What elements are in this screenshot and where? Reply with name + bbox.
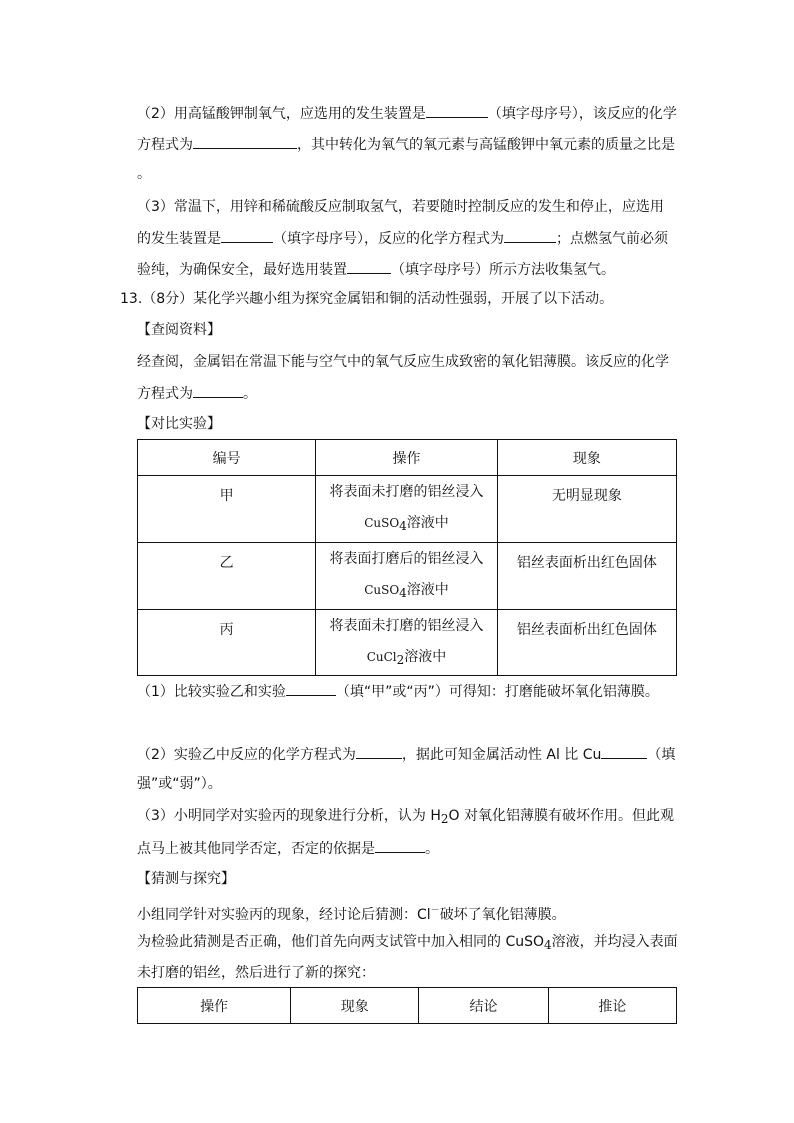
q13-part2-line1: （2）实验乙中反应的化学方程式为 ，据此可知金属活动性 Al 比 Cu （填 <box>137 744 675 765</box>
hypothesis-line: 小组同学针对实验丙的现象，经讨论后猜测：Cl－破坏了氧化铝薄膜。 <box>137 906 566 923</box>
q12-part2-line2: 方程式为 ，其中转化为氧气的氧元素与高锰酸钾中氧元素的质量之比是 <box>137 134 675 155</box>
table-cell-id: 丙 <box>138 610 316 676</box>
table-row <box>138 543 677 610</box>
answer-blank[interactable] <box>375 838 425 853</box>
answer-blank[interactable] <box>286 681 336 696</box>
table-header: 操作 <box>138 988 291 1024</box>
table-cell-operation: 将表面未打磨的铝丝浸入 CuSO$_4$溶液中 <box>316 476 497 543</box>
answer-blank[interactable] <box>347 259 391 274</box>
table-header: 推论 <box>548 988 676 1024</box>
q12-part2-line3: 。 <box>137 166 151 182</box>
q13-part3-line2: 点马上被其他同学否定，否定的依据是 。 <box>137 838 439 859</box>
q12-part2-line1: （2）用高锰酸钾制氧气，应选用的发生装置是 （填字母序号），该反应的化学 <box>137 103 677 124</box>
inquiry-table <box>137 987 677 1024</box>
table-header: 现象 <box>497 440 676 476</box>
table-cell-operation: 将表面未打磨的铝丝浸入 CuCl$_2$溶液中 <box>316 610 497 676</box>
answer-blank[interactable] <box>193 383 243 398</box>
verify-line1: 为检验此猜测是否正确，他们首先向两支试管中加入相同的 CuSO$_4$溶液，并均浸入表面 <box>137 934 678 952</box>
section-title-reference: 【查阅资料】 <box>137 322 221 338</box>
section-title-comparison: 【对比实验】 <box>137 416 221 432</box>
table-cell-result: 铝丝表面析出红色固体 <box>497 543 676 610</box>
table-cell-result: 铝丝表面析出红色固体 <box>497 610 676 676</box>
q12-part3-line2: 的发生装置是 （填字母序号），反应的化学方程式为 ；点燃氢气前必须 <box>137 228 668 249</box>
answer-blank[interactable] <box>356 744 402 759</box>
verify-line2: 未打磨的铝丝，然后进行了新的探究： <box>137 965 375 981</box>
q12-part3-line1: （3）常温下，用锌和稀硫酸反应制取氢气，若要随时控制反应的发生和停止，应选用 <box>137 199 664 215</box>
table-cell-id: 乙 <box>138 543 316 610</box>
q13-part1: （1）比较实验乙和实验 （填“甲”或“丙”）可得知：打磨能破坏氧化铝薄膜。 <box>137 681 659 702</box>
table-cell-result: 无明显现象 <box>497 476 676 543</box>
table-header: 现象 <box>291 988 419 1024</box>
table-row <box>138 476 677 543</box>
answer-blank[interactable] <box>426 103 488 118</box>
comparison-table <box>137 439 677 676</box>
table-cell-id: 甲 <box>138 476 316 543</box>
table-header: 编号 <box>138 440 316 476</box>
table-header-row <box>138 988 677 1024</box>
section-title-hypothesis: 【猜测与探究】 <box>137 871 235 887</box>
q13-part2-line2: 强”或“弱”）。 <box>137 776 222 792</box>
q12-part3-line3: 验纯，为确保安全，最好选用装置 （填字母序号）所示方法收集氢气。 <box>137 259 615 280</box>
answer-blank[interactable] <box>193 134 297 149</box>
table-header: 操作 <box>316 440 497 476</box>
reference-line2: 方程式为 。 <box>137 383 257 404</box>
q13-part3-line1: （3）小明同学对实验丙的现象进行分析，认为 $H_2O$ 对氧化铝薄膜有破坏作用。但此观 <box>137 808 675 826</box>
table-header-row <box>138 440 677 476</box>
q13-header: 13.（8分）某化学兴趣小组为探究金属铝和铜的活动性强弱，开展了以下活动。 <box>120 291 614 307</box>
answer-blank[interactable] <box>504 228 556 243</box>
answer-blank[interactable] <box>221 228 273 243</box>
table-cell-operation: 将表面打磨后的铝丝浸入 CuSO$_4$溶液中 <box>316 543 497 610</box>
reference-line1: 经查阅，金属铝在常温下能与空气中的氧气反应生成致密的氧化铝薄膜。该反应的化学 <box>137 354 669 370</box>
table-header: 结论 <box>419 988 548 1024</box>
table-row <box>138 610 677 676</box>
answer-blank[interactable] <box>601 744 647 759</box>
